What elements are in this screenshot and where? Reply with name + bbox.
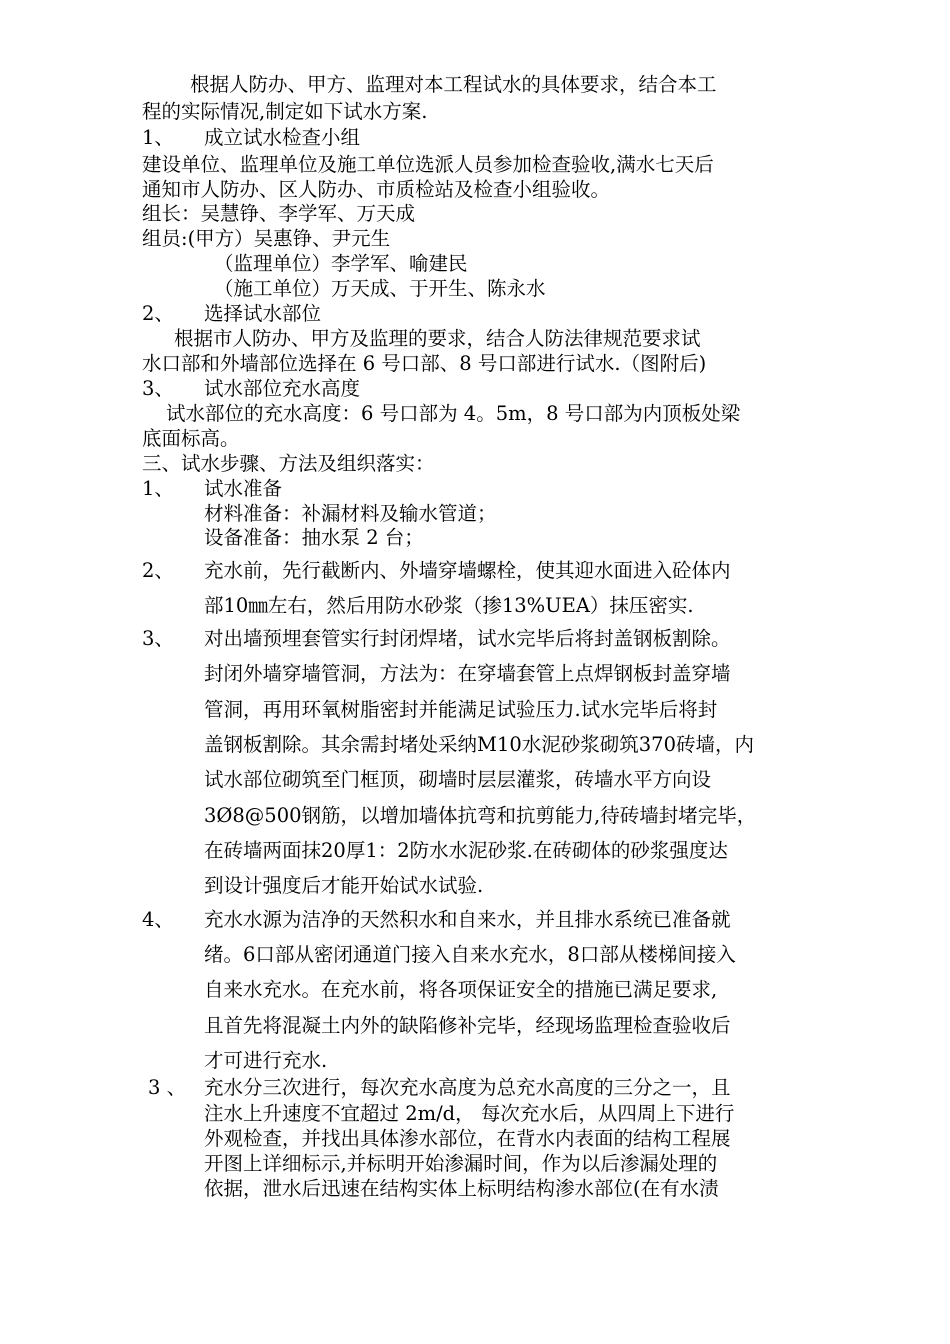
step-2-line-1: 充水前，先行截断内、外墙穿墙螺栓，使其迎水面进入砼体内: [204, 559, 731, 582]
team-members-line-1: 组员:(甲方）吴惠铮、尹元生: [142, 227, 391, 250]
section-3-body-line-2: 底面标高。: [142, 427, 240, 450]
step-5-line-1: 充水分三次进行，每次充水高度为总充水高度的三分之一，且: [204, 1076, 731, 1099]
section-3-body-line-1: 试水部位的充水高度：6 号口部为 4。5m，8 号口部为内顶板处梁: [166, 402, 741, 425]
section-2-body-line-1: 根据市人防办、甲方及监理的要求，结合人防法律规范要求试: [174, 327, 701, 350]
part-3-heading: 三、试水步骤、方法及组织落实：: [142, 452, 435, 475]
step-4-line-5: 才可进行充水.: [204, 1049, 328, 1072]
section-2-body-line-2: 水口部和外墙部位选择在 6 号口部、8 号口部进行试水.（图附后): [142, 352, 707, 375]
step-4-line-3: 自来水充水。在充水前，将各项保证安全的措施已满足要求,: [204, 978, 718, 1001]
section-3-number: 3、: [142, 377, 174, 400]
section-1-title: 成立试水检查小组: [204, 126, 361, 149]
step-5-line-2: 注水上升速度不宜超过 2m/d， 每次充水后，从四周上下进行: [204, 1102, 735, 1125]
step-3-line-5: 试水部位砌筑至门框顶，砌墙时层层灌浆，砖墙水平方向设: [204, 768, 712, 791]
intro-line-2: 程的实际情况,制定如下试水方案.: [142, 100, 428, 123]
step-3-line-7: 在砖墙两面抹20厚1：2防水水泥砂浆.在砖砌体的砂浆强度达: [204, 839, 728, 862]
section-1-number: 1、: [142, 126, 174, 149]
step-4-line-2: 绪。6口部从密闭通道门接入自来水充水，8口部从楼梯间接入: [204, 943, 736, 966]
team-members-line-2: （监理单位）李学军、喻建民: [214, 252, 468, 275]
step-3-line-2: 封闭外墙穿墙管洞，方法为：在穿墙套管上点焊钢板封盖穿墙: [204, 662, 731, 685]
step-4-number: 4、: [142, 908, 174, 931]
team-members-line-3: （施工单位）万天成、于开生、陈永水: [214, 277, 546, 300]
step-3-line-8: 到设计强度后才能开始试水试验.: [204, 874, 484, 897]
step-5-line-5: 依据，泄水后迅速在结构实体上标明结构渗水部位(在有水渍: [204, 1177, 719, 1200]
step-3-line-3: 管洞，再用环氧树脂密封并能满足试验压力.试水完毕后将封: [204, 698, 718, 721]
step-1-number: 1、: [142, 477, 174, 500]
step-4-line-1: 充水水源为洁净的天然积水和自来水，并且排水系统已准备就: [204, 908, 731, 931]
step-3-number: 3、: [142, 627, 174, 650]
step-2-number: 2、: [142, 559, 174, 582]
step-5-number: 3 、: [148, 1076, 187, 1099]
section-2-title: 选择试水部位: [204, 302, 322, 325]
step-3-line-6: 3Ø8@500钢筋，以增加墙体抗弯和抗剪能力,待砖墙封堵完毕，: [204, 804, 757, 827]
step-3-line-4: 盖钢板割除。其余需封堵处采纳M10水泥砂浆砌筑370砖墙，内: [204, 733, 754, 756]
section-3-title: 试水部位充水高度: [204, 377, 361, 400]
section-2-number: 2、: [142, 302, 174, 325]
section-1-body-line-2: 通知市人防办、区人防办、市质检站及检查小组验收。: [142, 178, 611, 201]
step-4-line-4: 且首先将混凝土内外的缺陷修补完毕，经现场监理检查验收后: [204, 1014, 731, 1037]
step-5-line-4: 开图上详细标示,并标明开始渗漏时间，作为以后渗漏处理的: [204, 1152, 718, 1175]
step-5-line-3: 外观检查，并找出具体渗水部位，在背水内表面的结构工程展: [204, 1127, 731, 1150]
section-1-body-line-1: 建设单位、监理单位及施工单位选派人员参加检查验收,满水七天后: [142, 153, 714, 176]
step-1-line-1: 试水准备: [204, 477, 283, 500]
intro-line-1: 根据人防办、甲方、监理对本工程试水的具体要求，结合本工: [190, 73, 717, 96]
team-leader-line: 组长：吴慧铮、李学军、万天成: [142, 202, 416, 225]
step-3-line-1: 对出墙预埋套管实行封闭焊堵，试水完毕后将封盖钢板割除。: [204, 627, 731, 650]
step-1-line-2: 材料准备：补漏材料及输水管道；: [204, 502, 497, 525]
step-1-line-3: 设备准备：抽水泵 2 台；: [204, 526, 424, 549]
step-2-line-2: 部10㎜左右，然后用防水砂浆（掺13%UEA）抹压密实.: [204, 594, 694, 617]
